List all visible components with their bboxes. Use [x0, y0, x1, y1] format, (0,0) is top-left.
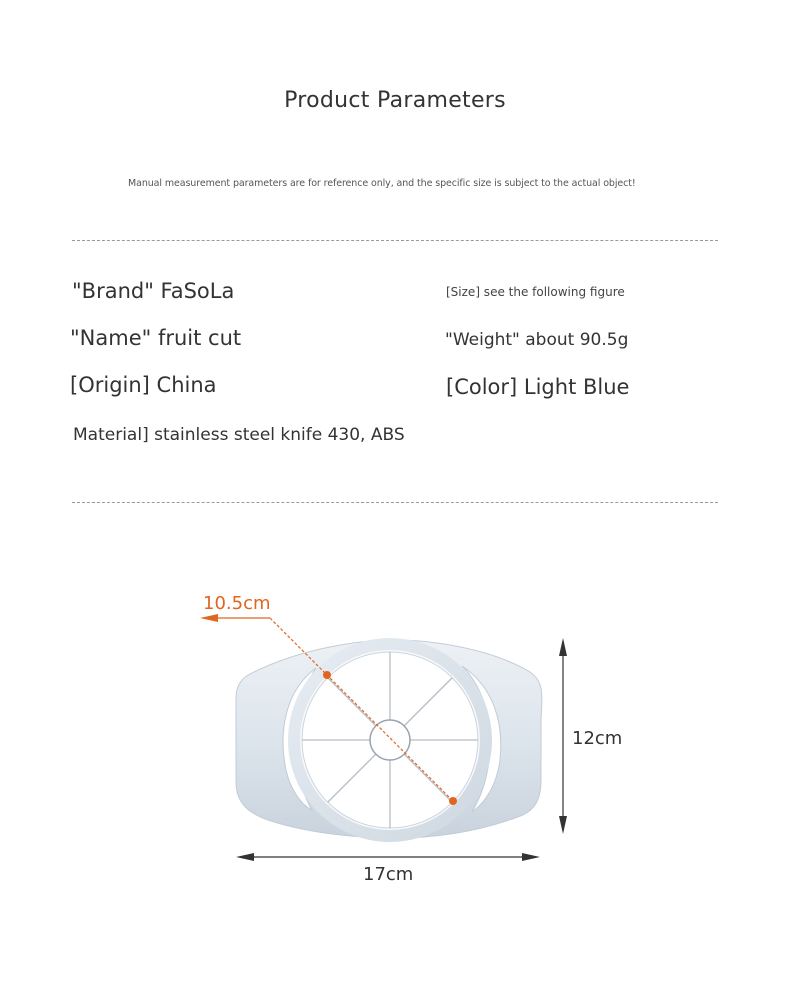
width-indicator [236, 853, 540, 861]
page-title: Product Parameters [284, 88, 506, 113]
slicer-core-ring [370, 720, 410, 760]
diameter-point-start [323, 671, 331, 679]
diameter-point-end [449, 797, 457, 805]
param-color: [Color] Light Blue [446, 375, 630, 399]
param-weight: "Weight" about 90.5g [445, 330, 629, 350]
param-origin: [Origin] China [70, 373, 217, 397]
param-name: "Name" fruit cut [70, 326, 242, 350]
height-indicator [559, 638, 567, 834]
param-brand: "Brand" FaSoLa [72, 279, 235, 303]
param-material: Material] stainless steel knife 430, ABS [73, 425, 405, 445]
param-size: [Size] see the following figure [446, 285, 625, 299]
product-dimension-figure [0, 560, 790, 920]
measurement-note: Manual measurement parameters are for reference only, and the specific size is subject to the actual object! [128, 178, 636, 189]
height-label: 12cm [572, 728, 623, 749]
diameter-arrow-head [200, 614, 218, 622]
bottom-divider [72, 502, 718, 503]
top-divider [72, 240, 718, 241]
width-label: 17cm [363, 864, 414, 885]
diameter-label: 10.5cm [203, 593, 271, 614]
